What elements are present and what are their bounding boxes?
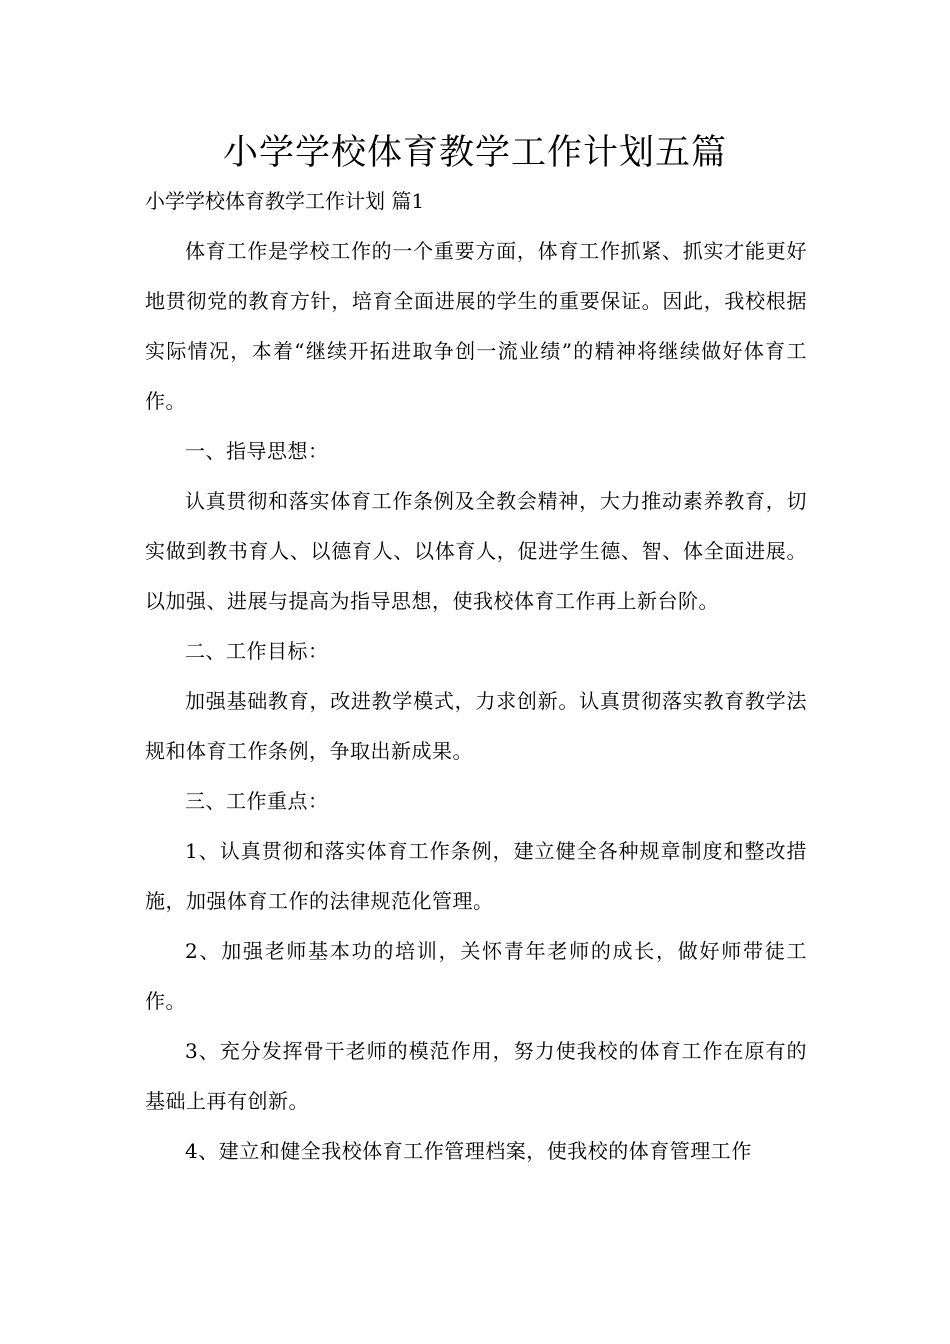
list-item-focus-4: 4、建立和健全我校体育工作管理档案，使我校的体育管理工作: [185, 1139, 752, 1163]
list-item-focus-3: 3、充分发挥骨干老师的模范作用，努力使我校的体育工作在原有的基础上再有创新。: [145, 1039, 807, 1113]
document-title: 小学学校体育教学工作计划五篇: [222, 133, 727, 173]
heading-work-focus: 三、工作重点：: [185, 789, 329, 813]
heading-work-goals: 二、工作目标：: [185, 639, 329, 663]
list-item-focus-1: 1、认真贯彻和落实体育工作条例，建立健全各种规章制度和整改措施，加强体育工作的法律规范化管理。: [145, 839, 807, 913]
heading-guiding-thought: 一、指导思想：: [185, 439, 329, 463]
paragraph-guiding-thought: 认真贯彻和落实体育工作条例及全教会精神，大力推动素养教育，切实做到教书育人、以德育人、以体育人，促进学生德、智、体全面进展。以加强、进展与提高为指导思想，使我校体育工作再上新台阶。: [145, 489, 807, 613]
document-body: [145, 226, 807, 1176]
paragraph-work-goals: 加强基础教育，改进教学模式，力求创新。认真贯彻落实教育教学法规和体育工作条例，争取出新成果。: [145, 689, 807, 763]
section-heading: 小学学校体育教学工作计划 篇1: [145, 189, 425, 213]
list-item-focus-2: 2、加强老师基本功的培训，关怀青年老师的成长，做好师带徒工作。: [145, 939, 807, 1013]
paragraph-intro: 体育工作是学校工作的一个重要方面，体育工作抓紧、抓实才能更好地贯彻党的教育方针，培育全面进展的学生的重要保证。因此，我校根据实际情况，本着“继续开拓进取争创一流业绩”的精神将继续做好体育工作。: [145, 239, 807, 413]
